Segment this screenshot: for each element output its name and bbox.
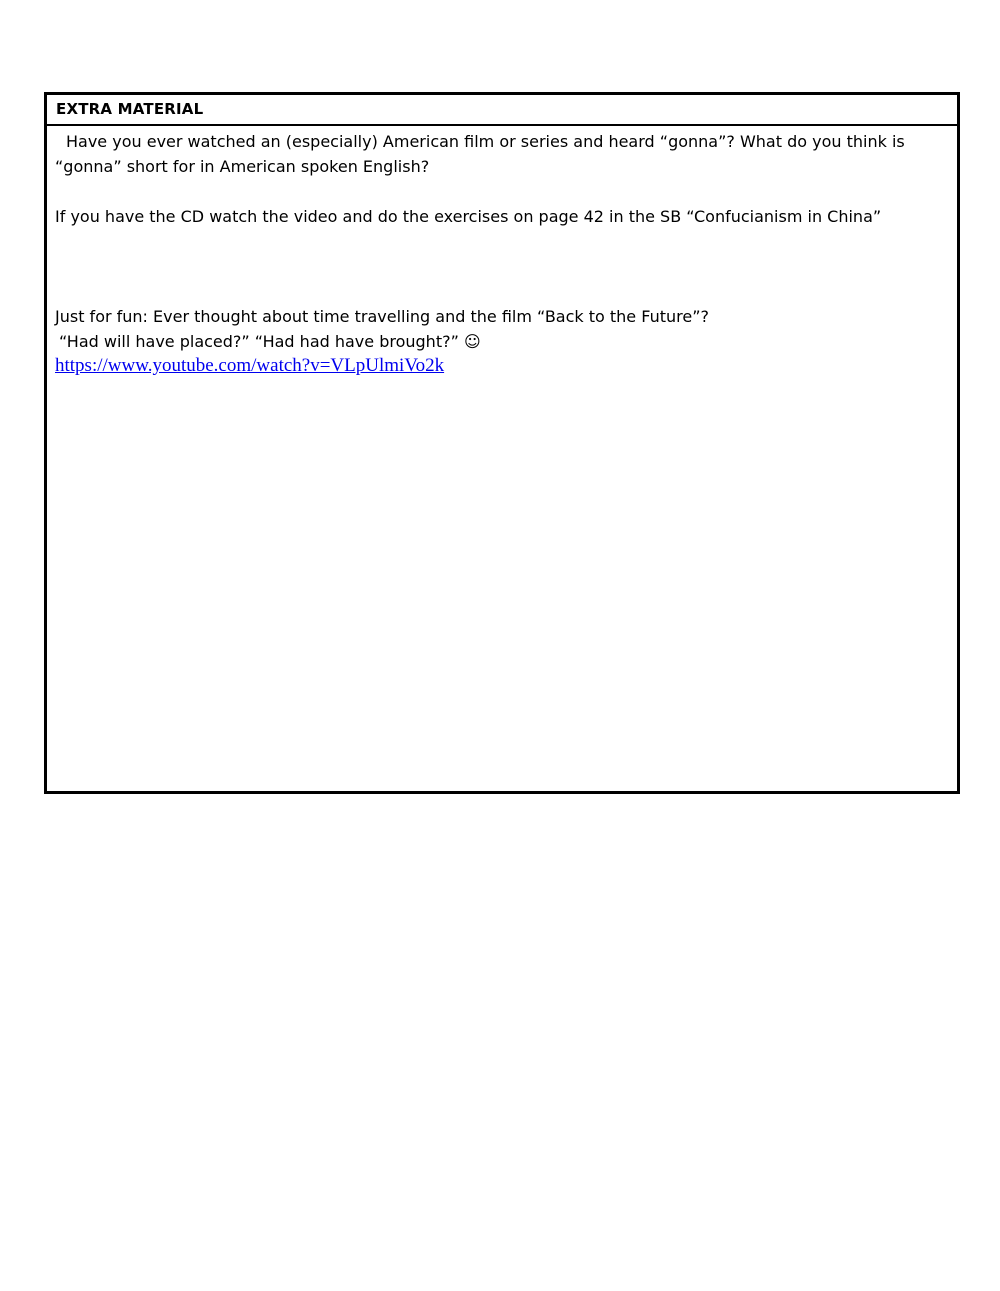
extra-material-title: EXTRA MATERIAL [47,95,957,126]
smiley-icon: ☺ [463,332,481,351]
just-for-fun-section [55,304,949,378]
extra-material-box [44,92,960,794]
gonna-question: Have you ever watched an (especially) American film or series and heard “gonna”? What do you think is “gonna” short for in American spoken English? [55,132,905,176]
youtube-link[interactable]: https://www.youtube.com/watch?v=VLpUlmiVo2k [55,355,445,376]
extra-material-content [47,129,957,378]
quote-text: “Had will have placed?” “Had had have brought?” [59,332,459,351]
cd-instruction: If you have the CD watch the video and do the exercises on page 42 in the SB “Confucianism in China” [55,207,882,226]
fun-question: Just for fun: Ever thought about time travelling and the film “Back to the Future”? [55,307,709,326]
quote-line [55,329,949,354]
